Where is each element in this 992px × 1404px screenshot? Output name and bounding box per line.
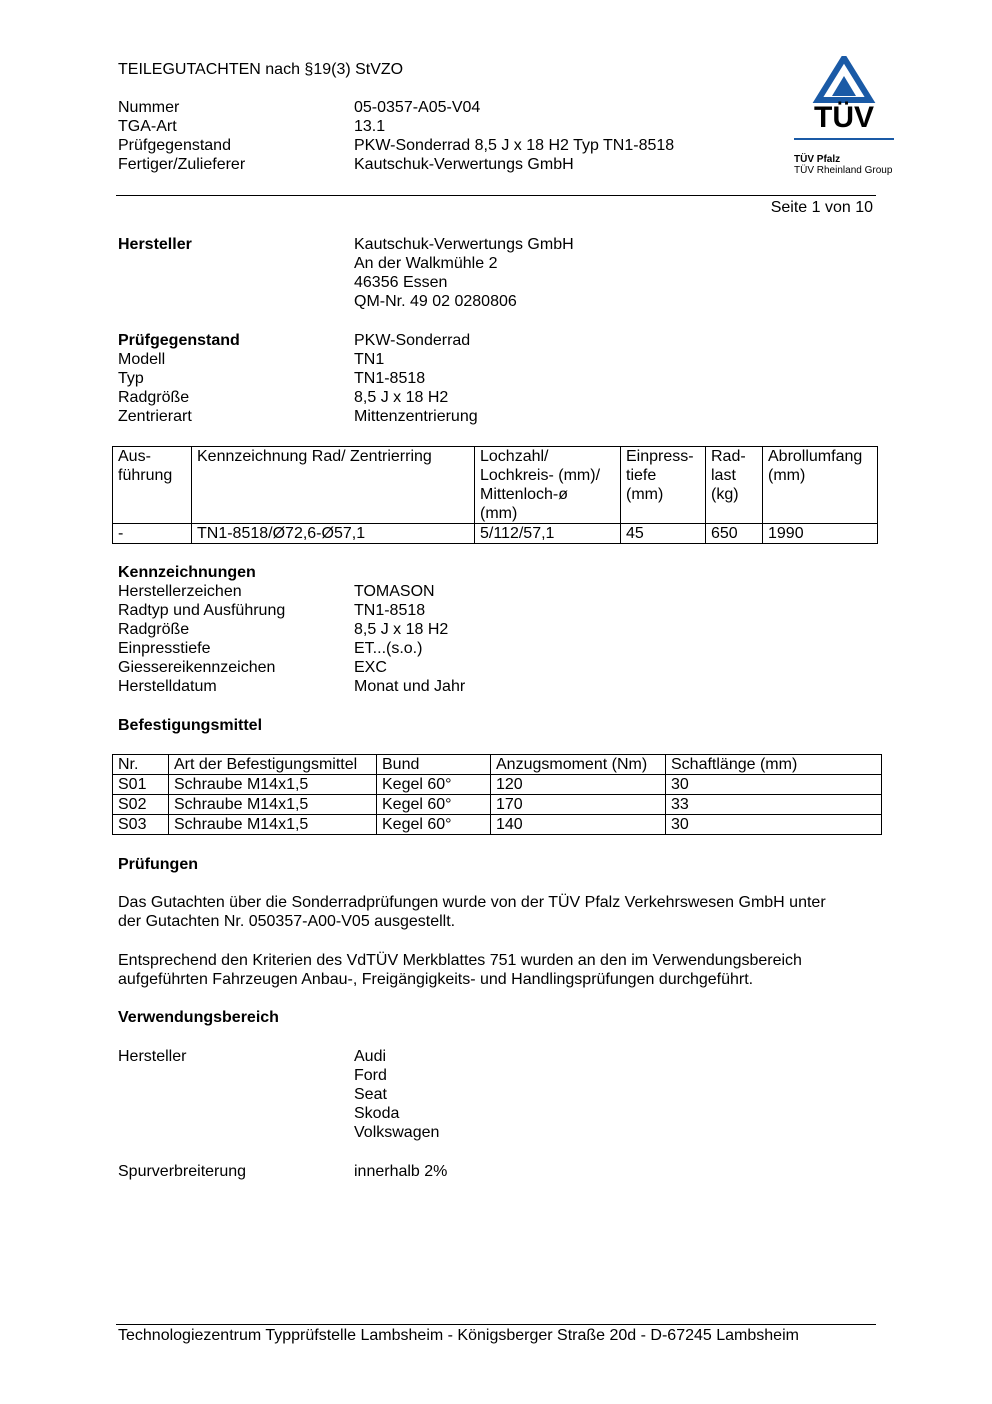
- wheel-header-cell: Aus- führung: [113, 447, 192, 524]
- table-cell: 33: [666, 795, 882, 815]
- table-cell: Schraube M14x1,5: [169, 795, 377, 815]
- pruefgegenstand-field: Modell TN1: [118, 351, 385, 368]
- hersteller-line: QM-Nr. 49 02 0280806: [354, 293, 517, 310]
- table-row: [113, 775, 882, 795]
- table-cell: 650: [706, 524, 763, 544]
- pruefungen-title: Prüfungen: [118, 856, 198, 873]
- table-cell: Kegel 60°: [377, 775, 491, 795]
- pruefungen-paragraph-2: Entsprechend den Kriterien des VdTÜV Merkblattes 751 wurden an den im Verwendungsbereich aufgeführten Fahrzeugen Anbau-, Freigängigkeits- und Handlingsprüfungen durchgeführt.: [118, 952, 802, 988]
- header-field-pruefgegenstand: Prüfgegenstand PKW-Sonderrad 8,5 J x 18 H2 Typ TN1-8518: [118, 137, 675, 154]
- verwendungsbereich-hersteller-label: Hersteller: [118, 1048, 187, 1065]
- tuev-wordmark: TÜV: [814, 101, 874, 134]
- spurverbreiterung: [118, 1162, 447, 1181]
- befestigungsmittel-table: [112, 754, 882, 835]
- table-row: [113, 795, 882, 815]
- tuev-logo-line1: TÜV Pfalz: [794, 154, 841, 165]
- table-header-cell: Bund: [377, 755, 491, 775]
- pruefgegenstand-value: PKW-Sonderrad: [354, 332, 471, 349]
- table-cell: TN1-8518/Ø72,6-Ø57,1: [192, 524, 475, 544]
- header-field-fertiger: Fertiger/Zulieferer Kautschuk-Verwertungs GmbH: [118, 156, 574, 173]
- table-cell: Kegel 60°: [377, 795, 491, 815]
- wheel-header-cell: Lochzahl/ Lochkreis- (mm)/ Mittenloch-ø (mm): [475, 447, 621, 524]
- table-header-cell: Nr.: [113, 755, 169, 775]
- spurverbreiterung-value: innerhalb 2%: [354, 1163, 448, 1180]
- table-cell: 1990: [763, 524, 878, 544]
- table-header-cell: Art der Befestigungsmittel: [169, 755, 377, 775]
- footer-text: Technologiezentrum Typprüfstelle Lambsheim - Königsberger Straße 20d - D-67245 Lambsheim: [118, 1327, 799, 1344]
- befestigungsmittel-title: Befestigungsmittel: [118, 717, 263, 734]
- table-cell: 120: [491, 775, 666, 795]
- table-cell: Schraube M14x1,5: [169, 775, 377, 795]
- table-header-cell: Schaftlänge (mm): [666, 755, 882, 775]
- list-item: Ford: [354, 1067, 387, 1084]
- list-item: Seat: [354, 1086, 387, 1103]
- table-row: [113, 815, 882, 835]
- kennzeichnung-field: Radtyp und Ausführung TN1-8518: [118, 602, 426, 619]
- tuev-triangle-icon: [792, 56, 902, 106]
- kennzeichnungen-fields: [118, 582, 465, 696]
- wheel-header-cell: Kennzeichnung Rad/ Zentrierring: [192, 447, 475, 524]
- table-cell: 170: [491, 795, 666, 815]
- header-field-nummer: Nummer 05-0357-A05-V04: [118, 99, 481, 116]
- table-cell: 30: [666, 815, 882, 835]
- hersteller-label: Hersteller: [118, 236, 192, 253]
- tuev-logo-rule: [794, 138, 894, 140]
- table-cell: 30: [666, 775, 882, 795]
- table-cell: S01: [113, 775, 169, 795]
- tuev-logo-line2: TÜV Rheinland Group: [794, 165, 893, 176]
- table-header-cell: Anzugsmoment (Nm): [491, 755, 666, 775]
- table-cell: -: [113, 524, 192, 544]
- header-field-tga-art: TGA-Art 13.1: [118, 118, 386, 135]
- kennzeichnung-field: Herstellerzeichen TOMASON: [118, 583, 435, 600]
- wheel-header-cell: Rad- last (kg): [706, 447, 763, 524]
- footer-rule: [116, 1324, 876, 1325]
- page-indicator: Seite 1 von 10: [770, 199, 873, 216]
- header-rule: [116, 195, 876, 196]
- pruefgegenstand-label: Prüfgegenstand: [118, 332, 240, 349]
- table-cell: 5/112/57,1: [475, 524, 621, 544]
- table-cell: Kegel 60°: [377, 815, 491, 835]
- verwendungsbereich-title: Verwendungsbereich: [118, 1009, 279, 1026]
- kennzeichnungen-title: Kennzeichnungen: [118, 564, 256, 581]
- wheel-table: [112, 446, 878, 544]
- pruefgegenstand-section: [118, 331, 478, 426]
- kennzeichnung-field: Einpresstiefe ET...(s.o.): [118, 640, 423, 657]
- document-type: TEILEGUTACHTEN nach §19(3) StVZO: [118, 61, 404, 78]
- table-row: [113, 524, 878, 544]
- table-cell: 140: [491, 815, 666, 835]
- hersteller-line: 46356 Essen: [354, 274, 448, 291]
- befestigungsmittel-header: [113, 755, 882, 775]
- pruefungen-paragraph-1: Das Gutachten über die Sonderradprüfungen wurde von der TÜV Pfalz Verkehrswesen GmbH unter der Gutachten Nr. 050357-A00-V05 ausgestellt.: [118, 894, 826, 930]
- verwendungsbereich-hersteller: [118, 1047, 439, 1142]
- wheel-header-cell: Einpress- tiefe (mm): [621, 447, 706, 524]
- hersteller-line: An der Walkmühle 2: [354, 255, 498, 272]
- header-fields: [118, 98, 674, 174]
- list-item: Audi: [354, 1048, 387, 1065]
- table-cell: 45: [621, 524, 706, 544]
- wheel-header-cell: Abrollumfang (mm): [763, 447, 878, 524]
- tuev-logo: [792, 56, 902, 180]
- hersteller-line: Kautschuk-Verwertungs GmbH: [354, 236, 574, 253]
- table-cell: S03: [113, 815, 169, 835]
- list-item: Skoda: [354, 1105, 400, 1122]
- pruefgegenstand-field: Typ TN1-8518: [118, 370, 426, 387]
- table-cell: Schraube M14x1,5: [169, 815, 377, 835]
- table-cell: S02: [113, 795, 169, 815]
- pruefgegenstand-field: Zentrierart Mittenzentrierung: [118, 408, 478, 425]
- wheel-table-header: [113, 447, 878, 524]
- kennzeichnung-field: Giessereikennzeichen EXC: [118, 659, 387, 676]
- kennzeichnung-field: Radgröße 8,5 J x 18 H2: [118, 621, 449, 638]
- spurverbreiterung-label: Spurverbreiterung: [118, 1163, 247, 1180]
- kennzeichnung-field: Herstelldatum Monat und Jahr: [118, 678, 466, 695]
- list-item: Volkswagen: [354, 1124, 440, 1141]
- pruefgegenstand-field: Radgröße 8,5 J x 18 H2: [118, 389, 449, 406]
- hersteller-section: [118, 235, 574, 311]
